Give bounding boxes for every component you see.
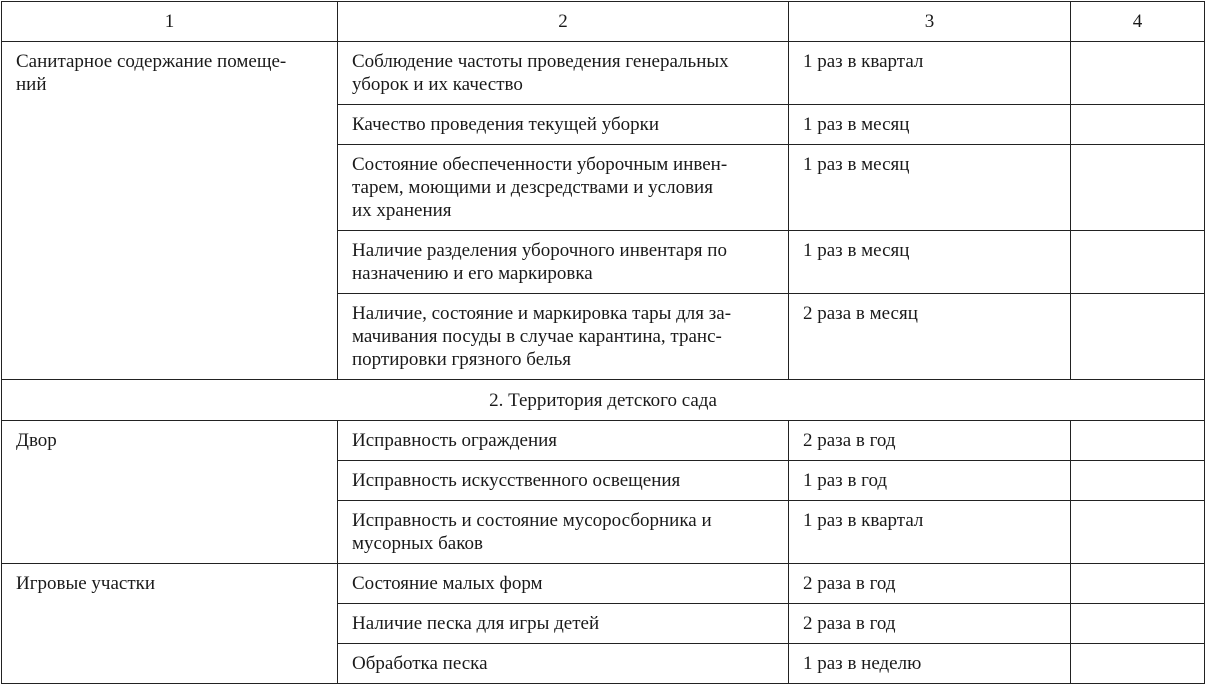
empty-cell [1071, 421, 1205, 461]
group-name-playgrounds [2, 564, 338, 684]
column-number-1: 1 [2, 2, 338, 42]
frequency-cell: 1 раз в месяц [789, 105, 1071, 145]
empty-cell [1071, 604, 1205, 644]
control-item-line: их хранения [352, 200, 452, 221]
empty-cell [1071, 294, 1205, 380]
control-item [338, 145, 789, 231]
control-item [338, 564, 789, 604]
frequency-cell: 2 раза в месяц [789, 294, 1071, 380]
empty-cell [1071, 644, 1205, 684]
control-item-line: тарем, моющими и дезсредствами и условия [352, 177, 713, 198]
frequency-cell: 1 раз в месяц [789, 145, 1071, 231]
control-item [338, 42, 789, 105]
control-item-line: Состояние обеспеченности уборочным инвен- [352, 154, 728, 175]
control-item-line: Состояние малых форм [352, 573, 543, 594]
frequency-cell: 1 раз в неделю [789, 644, 1071, 684]
column-number-4: 4 [1071, 2, 1205, 42]
frequency-cell: 2 раза в год [789, 421, 1071, 461]
control-item-line: Исправность искусственного освещения [352, 470, 681, 491]
group-name-line: Двор [16, 430, 57, 451]
column-number-2: 2 [338, 2, 789, 42]
empty-cell [1071, 145, 1205, 231]
frequency-cell: 2 раза в год [789, 604, 1071, 644]
group-name-line: Игровые участки [16, 573, 156, 594]
empty-cell [1071, 231, 1205, 294]
control-item-line: мачивания посуды в случае карантина, транс- [352, 326, 722, 347]
control-item [338, 604, 789, 644]
control-item-line: Обработка песка [352, 653, 488, 674]
table-row [2, 42, 1205, 105]
control-item-line: портировки грязного белья [352, 349, 572, 370]
control-item [338, 644, 789, 684]
empty-cell [1071, 105, 1205, 145]
control-item [338, 105, 789, 145]
control-item-line: Соблюдение частоты проведения генеральных [352, 51, 729, 72]
frequency-cell: 1 раз в год [789, 461, 1071, 501]
control-item-line: Исправность ограждения [352, 430, 558, 451]
column-number-3: 3 [789, 2, 1071, 42]
frequency-cell: 1 раз в квартал [789, 42, 1071, 105]
control-item-line: Качество проведения текущей уборки [352, 114, 660, 135]
control-item-line: Наличие разделения уборочного инвентаря по [352, 240, 727, 261]
control-item [338, 294, 789, 380]
control-item-line: уборок и их качество [352, 74, 523, 95]
frequency-cell: 1 раз в квартал [789, 501, 1071, 564]
control-item [338, 501, 789, 564]
control-table [1, 1, 1205, 684]
frequency-cell: 2 раза в год [789, 564, 1071, 604]
table-row [2, 564, 1205, 604]
control-item-line: Наличие, состояние и маркировка тары для за- [352, 303, 732, 324]
group-name-yard [2, 421, 338, 564]
empty-cell [1071, 564, 1205, 604]
control-item-line: Наличие песка для игры детей [352, 613, 600, 634]
control-item [338, 421, 789, 461]
empty-cell [1071, 42, 1205, 105]
table-row [2, 421, 1205, 461]
empty-cell [1071, 461, 1205, 501]
control-item-line: мусорных баков [352, 533, 483, 554]
section-row [2, 380, 1205, 421]
control-item-line: назначению и его маркировка [352, 263, 593, 284]
column-number-row [2, 2, 1205, 42]
section-title: 2. Территория детского сада [2, 380, 1205, 421]
group-name-sanitary [2, 42, 338, 380]
control-item [338, 461, 789, 501]
control-item-line: Исправность и состояние мусоросборника и [352, 510, 712, 531]
control-item [338, 231, 789, 294]
empty-cell [1071, 501, 1205, 564]
frequency-cell: 1 раз в месяц [789, 231, 1071, 294]
group-name-line: Санитарное содержание помеще- [16, 51, 287, 72]
group-name-line: ний [16, 74, 47, 95]
